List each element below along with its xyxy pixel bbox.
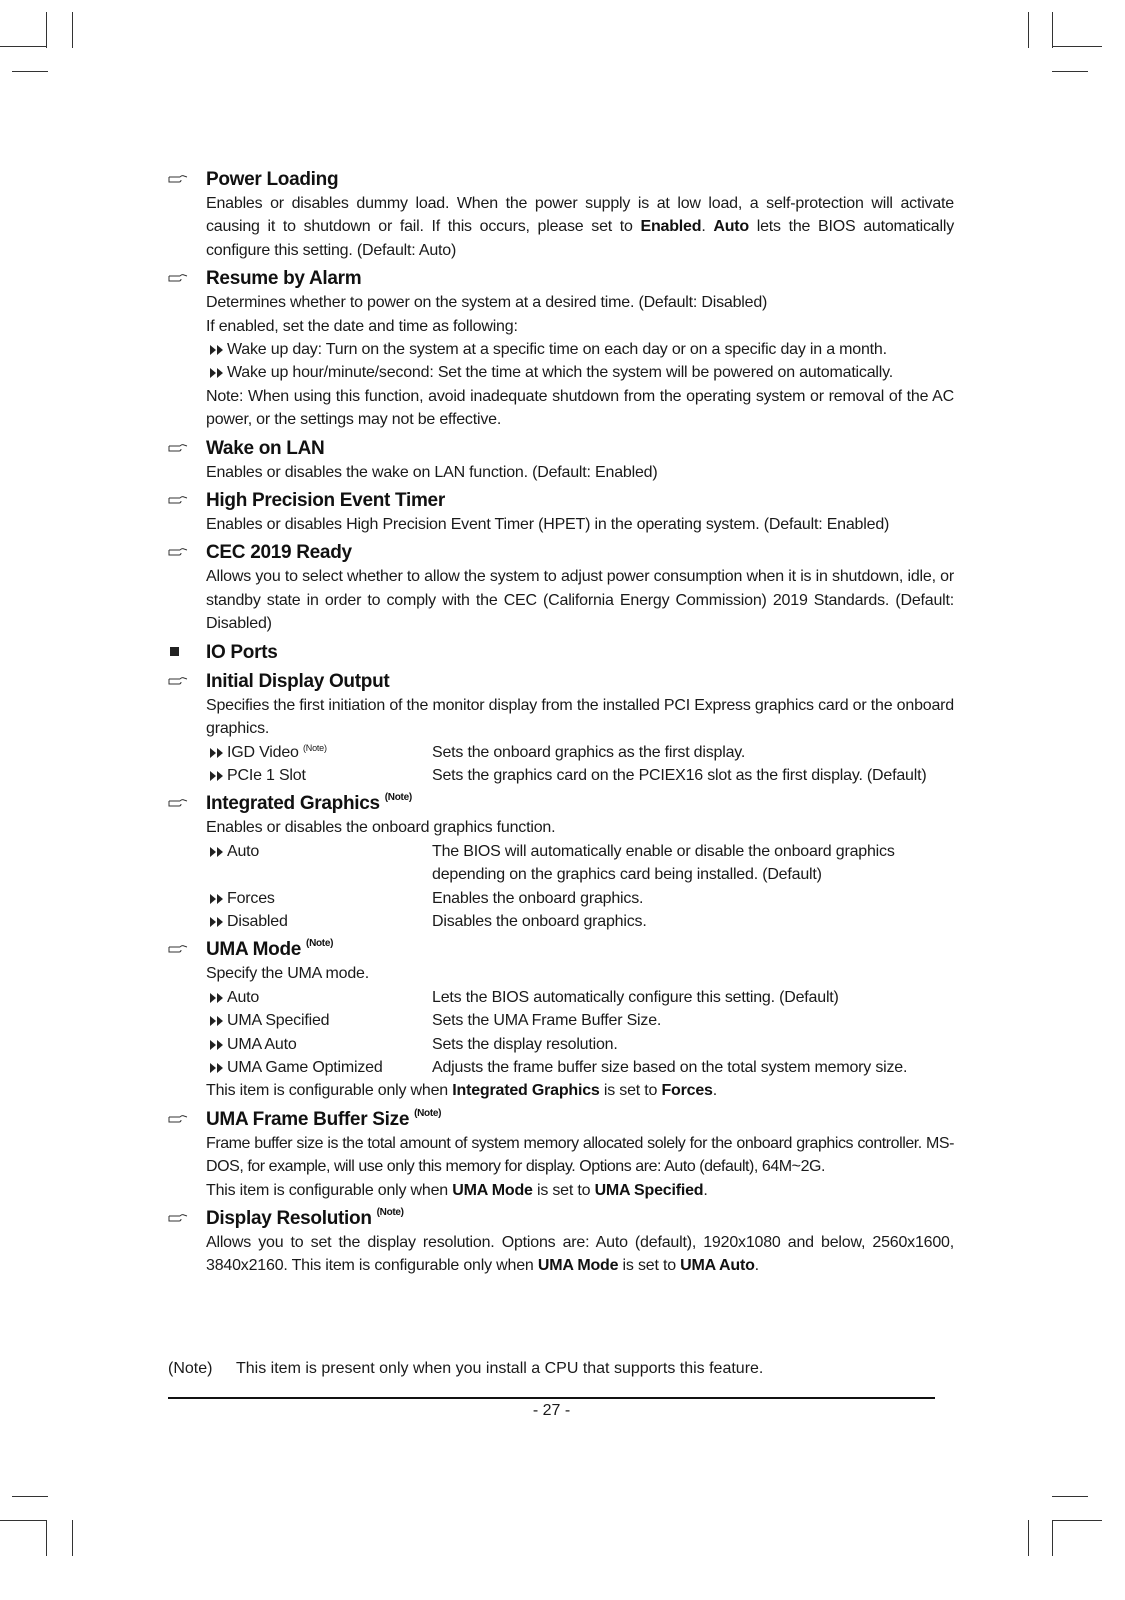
crop-mark — [1052, 1520, 1102, 1521]
section-description: Allows you to select whether to allow the system to adjust power consumption when it is in shutdown, idle, or standby state in order to comply with the CEC (California Energy Commission) 2019 Standards. (Default: Disabled) — [206, 568, 954, 633]
footnote — [168, 1357, 934, 1380]
option-value: Adjusts the frame buffer size based on the total system memory size. — [432, 1058, 908, 1076]
section-description: Specifies the first initiation of the monitor display from the installed PCI Express graphics card or the onboard graphics. — [206, 696, 954, 738]
page-content — [168, 168, 954, 1283]
pointing-hand-icon — [168, 1110, 190, 1128]
option-key: Auto — [227, 988, 260, 1006]
section-title: Initial Display Output — [206, 670, 390, 692]
option-value: Sets the UMA Frame Buffer Size. — [432, 1012, 662, 1030]
note-marker: (Note) — [376, 1207, 404, 1218]
section-wake-on-lan — [168, 437, 954, 484]
note-marker: (Note) — [306, 938, 334, 950]
pointing-hand-icon — [168, 491, 190, 509]
option-row — [206, 910, 954, 933]
option-value: Enables the onboard graphics. — [432, 889, 644, 907]
section-display-resolution — [168, 1207, 954, 1278]
footnote-tag: (Note) — [168, 1360, 213, 1377]
option-key: UMA Game Optimized — [227, 1058, 383, 1076]
crop-mark — [46, 12, 47, 48]
option-value: The BIOS will automatically enable or disable the onboard graphics depending on the graphics card being installed. (Default) — [432, 842, 895, 884]
section-title: UMA Frame Buffer Size $^{(Note)}$ — [206, 1107, 442, 1130]
option-value: Sets the graphics card on the PCIEX16 slot as the first display. (Default) — [432, 766, 927, 784]
footnote-text: This item is present only when you install a CPU that supports this feature. — [236, 1360, 764, 1377]
option-value: Disables the onboard graphics. — [432, 912, 647, 930]
page-number: - 27 - — [532, 1402, 571, 1419]
section-title: Wake on LAN — [206, 437, 325, 459]
crop-mark — [1052, 71, 1088, 72]
double-arrow-icon — [209, 1063, 225, 1073]
section-description: Enables or disables the onboard graphics function. — [206, 819, 556, 837]
crop-mark — [0, 1520, 46, 1521]
crop-mark — [72, 12, 73, 48]
section-title: Resume by Alarm — [206, 268, 362, 290]
section-initial-display-output — [168, 670, 954, 788]
list-item: Wake up day: Turn on the system at a specific time on each day or on a specific day in a month. — [206, 338, 954, 361]
double-arrow-icon — [209, 1040, 225, 1050]
pointing-hand-icon — [168, 794, 190, 812]
square-bullet-icon — [170, 647, 179, 656]
pointing-hand-icon — [168, 940, 190, 958]
crop-mark — [72, 1520, 73, 1556]
section-uma-mode — [168, 938, 954, 1102]
section-note: Note: When using this function, avoid inadequate shutdown from the operating system or removal of the AC power, or the settings may not be effective. — [206, 387, 954, 429]
config-note: This item is configurable only when Integrated Graphics is set to Forces. — [206, 1082, 717, 1100]
config-note: This item is configurable only when UMA Mode is set to UMA Specified. — [206, 1181, 708, 1199]
option-row — [206, 986, 954, 1009]
double-arrow-icon — [209, 368, 225, 378]
section-title: Display Resolution $^{(Note)}$ — [206, 1207, 404, 1229]
option-key: Disabled — [227, 912, 288, 930]
option-row — [206, 1056, 954, 1079]
option-key: PCIe 1 Slot — [227, 766, 306, 784]
double-arrow-icon — [209, 1016, 225, 1026]
option-key: Forces — [227, 889, 275, 907]
note-marker: (Note) — [302, 742, 327, 753]
option-value: Sets the display resolution. — [432, 1035, 618, 1053]
double-arrow-icon — [209, 894, 225, 904]
crop-mark — [12, 1496, 48, 1497]
list-item: Wake up hour/minute/second: Set the time at which the system will be powered on automatically. — [206, 361, 954, 384]
option-value: Lets the BIOS automatically configure this setting. (Default) — [432, 988, 839, 1006]
option-value: Sets the onboard graphics as the first display. — [432, 743, 746, 761]
crop-mark — [1052, 46, 1102, 47]
pointing-hand-icon — [168, 1209, 190, 1227]
section-description: Enables or disables the wake on LAN function. (Default: Enabled) — [206, 463, 658, 481]
section-integrated-graphics — [168, 792, 954, 933]
double-arrow-icon — [209, 345, 225, 355]
option-key: IGD Video — [227, 743, 299, 761]
pointing-hand-icon — [168, 170, 190, 188]
option-row — [206, 741, 954, 764]
section-title: CEC 2019 Ready — [206, 542, 352, 564]
option-row — [206, 887, 954, 910]
section-power-loading — [168, 168, 954, 262]
double-arrow-icon — [209, 771, 225, 781]
section-uma-frame-buffer-size — [168, 1108, 954, 1202]
section-description: Specify the UMA mode. — [206, 965, 369, 983]
section-title: UMA Mode $^{(Note)}$ — [206, 938, 334, 961]
section-resume-by-alarm — [168, 267, 954, 431]
option-key: UMA Auto — [227, 1035, 297, 1053]
option-row — [206, 1009, 954, 1032]
crop-mark — [1028, 1520, 1029, 1556]
footer-rule — [168, 1397, 935, 1399]
section-title: Integrated Graphics $^{(Note)}$ — [206, 792, 412, 815]
option-row — [206, 840, 954, 887]
note-marker: (Note) — [414, 1107, 442, 1119]
crop-mark — [12, 71, 48, 72]
section-hpet — [168, 489, 954, 536]
section-description: Frame buffer size is the total amount of system memory allocated solely for the onboard graphics controller. MS-DOS, for example, will use only this memory for display. Options are: Auto (default), 64M~2G. — [206, 1134, 954, 1176]
section-title: IO Ports — [206, 641, 278, 663]
pointing-hand-icon — [168, 543, 190, 561]
section-description: Enables or disables High Precision Event Timer (HPET) in the operating system. (Default: Enabled) — [206, 516, 890, 534]
crop-mark — [1028, 12, 1029, 48]
section-description: Enables or disables dummy load. When the power supply is at low load, a self-protection will activate causing it to shutdown or fail. If this occurs, please set to Enabled. Auto lets the BIOS automatically configure this setting. (Default: Auto) — [206, 195, 954, 259]
pointing-hand-icon — [168, 439, 190, 457]
double-arrow-icon — [209, 917, 225, 927]
pointing-hand-icon — [168, 269, 190, 287]
crop-mark — [1052, 1520, 1053, 1556]
section-description: Determines whether to power on the system at a desired time. (Default: Disabled) — [206, 294, 768, 312]
crop-mark — [0, 46, 46, 47]
pointing-hand-icon — [168, 672, 190, 690]
double-arrow-icon — [209, 993, 225, 1003]
section-title: Power Loading — [206, 169, 339, 190]
note-marker: (Note) — [384, 792, 412, 804]
option-row — [206, 1033, 954, 1056]
option-key: UMA Specified — [227, 1012, 330, 1030]
section-description: If enabled, set the date and time as following: — [206, 317, 518, 335]
section-cec-2019 — [168, 541, 954, 635]
crop-mark — [1052, 12, 1053, 48]
section-description: Allows you to set the display resolution. Options are: Auto (default), 1920x1080 and below, 2560x1600, 3840x2160. This item is configurable only when UMA Mode is set to UMA Auto. — [206, 1234, 954, 1275]
double-arrow-icon — [209, 847, 225, 857]
section-io-ports — [168, 641, 954, 665]
double-arrow-icon — [209, 748, 225, 758]
crop-mark — [46, 1520, 47, 1556]
option-key: Auto — [227, 842, 260, 860]
section-title: High Precision Event Timer — [206, 490, 445, 512]
crop-mark — [1052, 1496, 1088, 1497]
option-row — [206, 764, 954, 787]
